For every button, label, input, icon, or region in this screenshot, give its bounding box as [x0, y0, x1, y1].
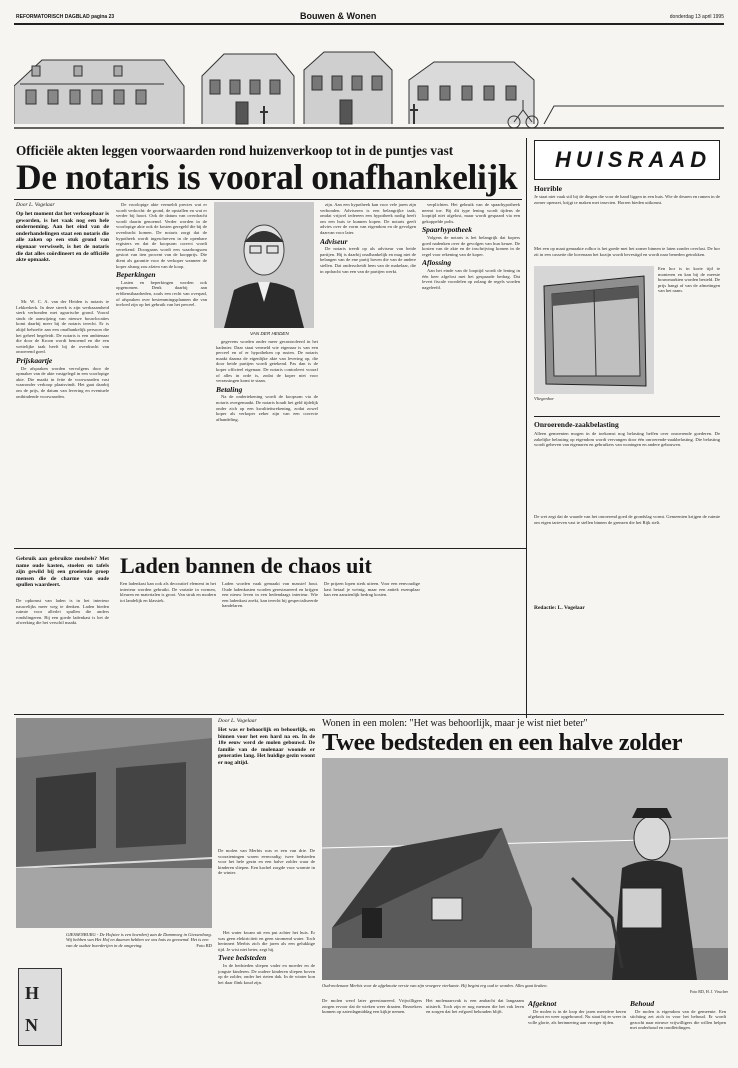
header-rule	[14, 23, 724, 25]
houses-illustration	[14, 40, 724, 136]
article1-col1-para-2: De afspraken worden vervolgens door de opmaker van de akte vastgelegd in een voorlopige akte. Die maakt in feite de voorwaarden vast waaronder verkoop plaatsvindt. Het gaat daarbij om de prijs, de datum van levering en eventuele ontbindende voorwaarden.	[16, 365, 109, 399]
hofstee-caption	[66, 932, 212, 1022]
article1-col3-para-2: Na de ondertekening wordt de koopsom via de notaris overgemaakt. De notaris houdt het geld tijdelijk onder zich op een kwaliteitsrekening, zodat zowel koper als verkoper zeker zijn van een correcte afhandeling.	[216, 394, 318, 422]
sidebar-text-1: Je staat niet vaak stil bij de dingen die voor de hand liggen in een huis. Wie de deuren en ramen in de zomer openzet, krijgt te maken met insecten. Horren bieden uitkomst.	[534, 194, 720, 205]
article1-headline-rule	[14, 199, 522, 200]
page-header-left: REFORMATORISCH DAGBLAD pagina 23	[16, 14, 115, 20]
sidebar-window-photo	[534, 266, 654, 394]
article1-byline: Door L. Vogelaar	[16, 202, 55, 208]
window-illustration	[534, 266, 654, 394]
article1-subhead-spaarhypotheek: Spaarhypotheek	[422, 225, 473, 235]
article3-col5-para: De molen is in de loop der jaren meerdere keren afgeknot en weer opgebouwd. Nu staat hij er weer in volle glorie, als herinnering aan vroeger tijden.	[528, 1008, 626, 1025]
sidebar-photo-caption: Vliegenhor	[534, 396, 554, 401]
svg-text:H: H	[25, 983, 40, 1003]
hofstee-caption-text: GIESSENBURG - De Hofstee is een boerderij aan de Dammweg in Giessenburg. Wij hebben van Het Hof en daarom hebben we ons huis zo genoemd. Het is een van de oudste boerderijen in de omgeving.	[66, 932, 212, 948]
mill-photo-credit: Foto RD, H. J. Visscher	[689, 989, 728, 994]
article1-col5-para-3: Aan het einde van de looptijd wordt de lening in één keer afgelost met het gespaarde bedrag. Dat levert fiscale voordelen op zolang de regels worden nageleefd.	[422, 267, 520, 290]
sidebar-subhead-ozb: Onroerende-zaakbelasting	[534, 420, 619, 429]
mill-illustration	[322, 758, 728, 980]
article3-col3-text: De molen werd later gerestaureerd. Vrijwilligers zorgen ervoor dat de wieken weer draaien. Bezoekers kunnen op zaterdagmiddag een kijkje nemen.	[322, 998, 422, 1015]
article3-col1-text: De molen van Merbis was er een van drie. De voorzieningen waren eenvoudig: twee bedsteden voor het hele gezin en een halve zolder waar de kinderen sliepen. Een kachel zorgde voor warmte in de winter.	[218, 848, 315, 876]
article2-text-1: De opkomst van laden is in het interieur nauwelijks meer weg te denken. Laden bieden ruimte voor allerlei spullen die anders rondslingeren. Bij een goede ladenkast is het de afwerking die het verschil maakt.	[16, 598, 109, 626]
article1-headline: De notaris is vooral onafhankelijk	[16, 157, 518, 197]
article3-subhead-behoud: Behoud	[630, 999, 655, 1008]
article3-kicker: Wonen in een molen: "Het was behoorlijk, maar je wist niet beter"	[322, 718, 588, 729]
article3-subhead-bedsteden: Twee bedsteden	[218, 953, 267, 963]
article1-col3-text	[216, 339, 318, 544]
article1-kicker: Officiële akten leggen voorwaarden rond huizenverkoop tot in de puntjes vast	[16, 143, 454, 158]
article3-lead: Het was er behoorlijk en behoorlijk, en binnen voor het een hard na en. In de 18e eeuw werd de molen gebouwd. De familie van de molenaar woonde er generaties lang. Het huidige gezin woont er nog altijd.	[218, 727, 315, 766]
svg-text:N: N	[25, 1015, 38, 1035]
article1-subhead-aflossing: Aflossing	[422, 258, 452, 268]
huisraad-title-text: HUISRAAD	[555, 147, 712, 172]
article1-col3-para: gegevens worden onder meer gecontroleerd in het kadaster. Daar staat vermeld wie eigenaar is van een perceel en of er hypotheken op rusten. De notaris maakt daarna de eigenlijke akte van levering op, die door beide partijen wordt getekend. Pas dan is de koper officieel eigenaar. De notaris controleert vooraf of alles in orde is, zodat de koper niet voor verrassingen komt te staan.	[216, 339, 318, 384]
article2-headline: Laden bannen de chaos uit	[120, 553, 372, 578]
mill-photo	[322, 758, 728, 980]
article1-col2-para: De voorlopige akte vermeldt precies wat er wordt verkocht: de grond, de opstallen en wat er verder bij hoort. Ook de datum van overdracht wordt daarin genoemd. Verder worden in de voorlopige akte ook de kosten geregeld die bij de overdracht komen. De notaris zorgt dat de hypotheek wordt ingeschreven in de openbare registers en dat de koopsom correct wordt verrekend. Doorgaans wordt een waarborgsom gestort van tien procent van de koopprijs. Die dient als garantie voor de verkoper wanneer de koper alsnog zou afzien van de koop.	[116, 202, 207, 269]
article1-subhead-beperkingen: Beperkingen	[116, 270, 156, 280]
article1-col5-para: verplichten. Het gebruik van de spaarhypotheek neemt toe. Bij dit type lening wordt tijdens de looptijd niet afgelost, maar wordt gespaard via een gekoppelde polis.	[422, 202, 520, 224]
hofstee-photo	[16, 718, 212, 928]
article1-lead: Op het moment dat het verkoopbaar is geworden, is het vaak nog een hele onderneming. Aan het eind van de onderhandelingen staat een notaris die alle zaken op een stuk grond van eigenaar verwisselt, is het de notaris die dat alles coördineert en de officiële akte opmaakt.	[16, 211, 109, 264]
sidebar-subhead-horrible: Horrible	[534, 184, 562, 193]
article1-col5-para-2: Volgens de notaris is het belangrijk dat kopers goed nadenken over de gevolgen van hun keuze. De kosten van de akte en de inschrijving komen in de regel voor rekening van de koper.	[422, 234, 520, 257]
portrait-caption: VAN DER HEIDEN	[250, 331, 289, 336]
notary-portrait-photo	[214, 202, 314, 328]
house-name-logo-icon	[19, 969, 61, 1045]
sidebar-text-4: Alleen gemeenten mogen in de toekomst nog belasting heffen over onroerende goederen. De zakelijke belasting op eigendom wordt vervangen door één onroerende-zaakbelasting. Die belasting wordt geheven van eigenaren en gebruikers van woningen en andere gebouwen.	[534, 431, 720, 448]
article1-subhead-prijskaartje: Prijskaartje	[16, 355, 53, 365]
article1-subhead-adviseur: Adviseur	[320, 236, 348, 246]
article3-col4-text: Het molenaarsvak is een ambacht dat langzaam uitsterft. Toch zijn er nog mensen die het vak leren en zorgen dat het erfgoed behouden blijft.	[426, 998, 524, 1015]
sidebar-text-5: De wet zegt dat de waarde van het onroerend goed de grondslag vormt. Gemeenten krijgen de ruimte om eigen tarieven vast te stellen binnen de grenzen die het Rijk stelt.	[534, 514, 720, 525]
hofstee-photo-credit: Foto RD	[196, 942, 212, 948]
article3-col5-text	[528, 998, 626, 1058]
hofstee-logo	[18, 968, 62, 1046]
sidebar-credit: Redactie: L. Vogelaar	[534, 605, 585, 611]
lower-section-rule	[14, 714, 724, 715]
sidebar-photo-side-text: Een hor is in korte tijd te monteren en kan bij de meeste bouwmarkten worden besteld. De prijs hangt af van de afmetingen van het raam.	[658, 266, 720, 294]
article2-text-4: De prijzen lopen sterk uiteen. Voor een eenvoudige kast betaal je weinig, maar een antiek exemplaar kan een aanzienlijk bedrag kosten.	[324, 581, 420, 598]
sidebar-separator	[534, 416, 720, 417]
article3-col6-text	[630, 998, 726, 1058]
article1-col5-text	[422, 202, 520, 544]
sidebar-left-rule	[526, 138, 527, 718]
farmhouse-illustration	[16, 718, 212, 928]
article2-top-rule	[14, 548, 526, 549]
article2-text-2: Een ladenkast kan ook als decoratief element in het interieur worden gebruikt. De variatie in vormen, kleuren en materialen is groot. Van strak en modern tot landelijk en klassiek.	[120, 581, 216, 603]
portrait-illustration	[214, 202, 314, 328]
article3-headline: Twee bedsteden en een halve zolder	[322, 729, 683, 756]
article1-col1-text	[16, 299, 109, 544]
article1-col2-text	[116, 202, 207, 544]
page-header-date: donderdag 13 april 1995	[669, 14, 724, 20]
article3-col2-text	[218, 930, 315, 1048]
article1-col4-para-2: De notaris treedt op als adviseur van beide partijen. Hij is daarbij onafhankelijk en mag niet de belangen van de ene partij boven die van de andere stellen. Dat onderscheidt hem van de makelaar, die in opdracht van een van de partijen werkt.	[320, 246, 416, 274]
sidebar-text-2: Met een op maat gemaakte rolhor is het goede met het zomer binnen te laten zonder overlast. De hor zit in een cassette die bovenaan het kozijn wordt bevestigd en wordt naar beneden getrokken.	[534, 246, 720, 257]
article1-col1-para: Mr. W. C. A. van der Heiden is notaris te Lekkerkerk. In deze streek is zijn werkzaamheid sterk verbonden met agrarische grond. Vooral sinds de aanwijzing van nieuwe bouwlocaties komt daarbij meer bij de notaris terecht. Er is altijd behoefte aan een onafhankelijk persoon die het geheel begeleidt. De notaris is een ambtenaar die door de Kroon wordt benoemd en die een wettelijke taak heeft bij de overdracht van onroerend goed.	[16, 299, 109, 355]
article3-col2-para: Het water kwam uit een put achter het huis. Er was geen elektriciteit en geen stromend water. Toch herinnert Merbis zich die jaren als een gelukkige tijd. Je wist niet beter, zegt hij.	[218, 930, 315, 952]
article2-lead: Gebruik aan gebruikte meubels? Met name oude kasten, stoelen en tafels zijn gewild bij een groeiende groep mensen die de charme van oude spullen waardeert.	[16, 556, 109, 589]
article3-byline: Door L. Vogelaar	[218, 718, 257, 724]
article3-col6-para: De molen is eigendom van de gemeente. Een stichting zet zich in voor het behoud. Er wordt gezocht naar nieuwe vrijwilligers die willen helpen met onderhoud en rondleidingen.	[630, 1008, 726, 1031]
section-title: Bouwen & Wonen	[300, 11, 377, 21]
article3-subhead-afgeknot: Afgeknot	[528, 999, 557, 1008]
article1-subhead-betaling: Betaling	[216, 384, 243, 394]
mill-photo-caption: Oud-molenaar Merbis voor de afgeknotte versie van zijn vroegere vierkante. Hij begint erg oud te worden. Alles gaat kraken.	[322, 983, 548, 988]
article3-col2-para-2: In de bedsteden sliepen vader en moeder en de jongste kinderen. De oudere kinderen sliepen boven op de zolder, onder het rieten dak. In de winter kon het daar flink koud zijn.	[218, 962, 315, 985]
article1-col2-para-2: Lasten en beperkingen worden ook opgenomen. Denk daarbij aan erfdienstbaarheden, zoals een recht van overpad, of afspraken over bestemmingsplannen die van invloed zijn op het gebruik van het perceel.	[116, 279, 207, 308]
huisraad-title	[534, 140, 720, 180]
article1-col4-para: zijn. Aan een hypotheek kan voor vele jaren zijn verbonden. Adviseren is een belangrijke taak, omdat vrijwel iedereen een hypotheek nodig heeft om een huis te kunnen kopen. De notaris geeft advies over de vorm van eigendom en de gevolgen daarvan voor later.	[320, 202, 416, 235]
article1-col4-text	[320, 202, 416, 544]
article2-text-3: Laden worden vaak gemaakt van massief hout. Oude ladenkasten worden gerestaureerd en krijgen een nieuw leven in een hedendaags interieur. Wie een ladenkast zoekt, kan terecht bij gespecialiseerde handelaren.	[222, 581, 318, 609]
